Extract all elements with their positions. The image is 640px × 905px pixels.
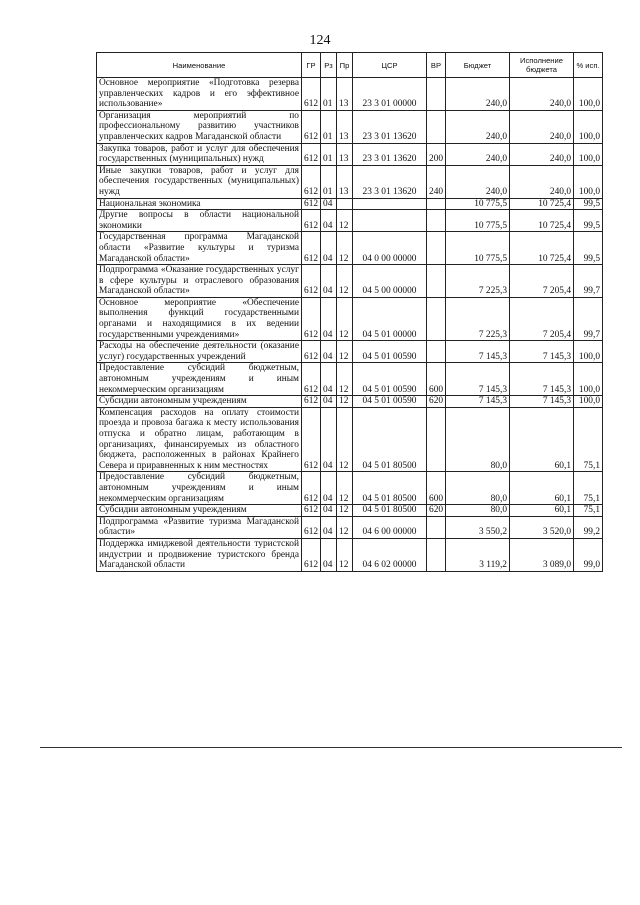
cell-vr: 600 (427, 363, 446, 396)
cell-gr: 612 (302, 472, 321, 505)
cell-percent: 100,0 (574, 165, 603, 198)
cell-budget: 80,0 (446, 407, 510, 472)
cell-vr: 600 (427, 472, 446, 505)
cell-pr: 12 (337, 363, 353, 396)
cell-percent: 100,0 (574, 341, 603, 363)
cell-vr (427, 78, 446, 111)
budget-table (96, 52, 603, 572)
cell-vr (427, 516, 446, 538)
cell-percent: 75,1 (574, 505, 603, 517)
cell-gr: 612 (302, 516, 321, 538)
cell-rz: 04 (321, 232, 337, 265)
cell-vr (427, 341, 446, 363)
cell-csr: 04 5 01 00590 (353, 396, 427, 408)
cell-rz: 04 (321, 516, 337, 538)
cell-vr: 620 (427, 505, 446, 517)
cell-csr: 04 6 02 00000 (353, 538, 427, 571)
cell-csr: 04 5 01 80500 (353, 505, 427, 517)
header-rz: Рз (321, 53, 337, 78)
cell-pr: 13 (337, 110, 353, 143)
cell-pr: 12 (337, 396, 353, 408)
cell-rz: 04 (321, 407, 337, 472)
cell-gr: 612 (302, 396, 321, 408)
cell-name: Расходы на обеспечение деятельности (оказание услуг) государственных учреждений (97, 341, 302, 363)
cell-percent: 75,1 (574, 407, 603, 472)
table-row (97, 210, 603, 232)
page-divider (40, 747, 622, 748)
table-row (97, 472, 603, 505)
cell-gr: 612 (302, 505, 321, 517)
cell-pr: 12 (337, 505, 353, 517)
cell-execution: 7 145,3 (510, 396, 574, 408)
table-row (97, 505, 603, 517)
cell-budget: 7 145,3 (446, 341, 510, 363)
cell-csr: 04 0 00 00000 (353, 232, 427, 265)
cell-rz: 04 (321, 472, 337, 505)
cell-rz: 04 (321, 396, 337, 408)
cell-vr (427, 538, 446, 571)
cell-rz: 04 (321, 363, 337, 396)
cell-name: Компенсация расходов на оплату стоимости проезда и провоза багажа к месту использования отпуска и обратно лицам, работающим в организациях, финансируемых из областного бюджета, расположенных в районах Крайнего Севера и приравненных к ним местностях (97, 407, 302, 472)
cell-pr: 12 (337, 297, 353, 340)
cell-vr (427, 232, 446, 265)
cell-name: Подпрограмма «Развитие туризма Магаданской области» (97, 516, 302, 538)
cell-csr: 04 5 00 00000 (353, 265, 427, 298)
table-row (97, 78, 603, 111)
cell-percent: 99,0 (574, 538, 603, 571)
cell-csr (353, 210, 427, 232)
cell-vr (427, 110, 446, 143)
cell-budget: 240,0 (446, 110, 510, 143)
cell-gr: 612 (302, 538, 321, 571)
table-row (97, 110, 603, 143)
cell-vr (427, 210, 446, 232)
cell-gr: 612 (302, 198, 321, 210)
cell-pr: 12 (337, 232, 353, 265)
cell-execution: 60,1 (510, 472, 574, 505)
cell-gr: 612 (302, 210, 321, 232)
header-name: Наименование (97, 53, 302, 78)
cell-vr (427, 407, 446, 472)
cell-budget: 7 145,3 (446, 396, 510, 408)
table-row (97, 165, 603, 198)
cell-name: Закупка товаров, работ и услуг для обеспечения государственных (муниципальных) нужд (97, 143, 302, 165)
cell-pr: 13 (337, 78, 353, 111)
cell-execution: 240,0 (510, 165, 574, 198)
table-row (97, 265, 603, 298)
cell-name: Субсидии автономным учреждениям (97, 396, 302, 408)
cell-pr: 12 (337, 265, 353, 298)
header-gr: ГР (302, 53, 321, 78)
table-row (97, 143, 603, 165)
header-csr: ЦСР (353, 53, 427, 78)
cell-rz: 04 (321, 538, 337, 571)
cell-gr: 612 (302, 265, 321, 298)
table-header-row (97, 53, 603, 78)
cell-pr: 12 (337, 210, 353, 232)
cell-budget: 240,0 (446, 165, 510, 198)
cell-vr: 620 (427, 396, 446, 408)
cell-execution: 10 725,4 (510, 210, 574, 232)
cell-execution: 60,1 (510, 407, 574, 472)
cell-percent: 99,7 (574, 297, 603, 340)
header-budget: Бюджет (446, 53, 510, 78)
cell-gr: 612 (302, 232, 321, 265)
cell-rz: 04 (321, 505, 337, 517)
cell-csr: 04 5 01 00590 (353, 341, 427, 363)
cell-rz: 04 (321, 341, 337, 363)
cell-vr: 240 (427, 165, 446, 198)
cell-name: Национальная экономика (97, 198, 302, 210)
cell-csr: 04 5 01 80500 (353, 472, 427, 505)
cell-name: Государственная программа Магаданской области «Развитие культуры и туризма Магаданской области» (97, 232, 302, 265)
cell-gr: 612 (302, 165, 321, 198)
cell-percent: 99,7 (574, 265, 603, 298)
cell-csr: 23 3 01 00000 (353, 78, 427, 111)
cell-budget: 3 550,2 (446, 516, 510, 538)
cell-budget: 80,0 (446, 472, 510, 505)
cell-percent: 99,5 (574, 198, 603, 210)
cell-gr: 612 (302, 297, 321, 340)
cell-csr: 04 6 00 00000 (353, 516, 427, 538)
cell-budget: 7 145,3 (446, 363, 510, 396)
cell-budget: 10 775,5 (446, 210, 510, 232)
cell-vr (427, 265, 446, 298)
cell-name: Подпрограмма «Оказание государственных услуг в сфере культуры и отраслевого образования Магаданской области» (97, 265, 302, 298)
cell-csr (353, 198, 427, 210)
cell-gr: 612 (302, 110, 321, 143)
cell-execution: 3 520,0 (510, 516, 574, 538)
cell-budget: 240,0 (446, 143, 510, 165)
cell-pr (337, 198, 353, 210)
cell-percent: 100,0 (574, 363, 603, 396)
cell-gr: 612 (302, 341, 321, 363)
cell-pr: 13 (337, 143, 353, 165)
cell-budget: 80,0 (446, 505, 510, 517)
cell-vr: 200 (427, 143, 446, 165)
cell-name: Предоставление субсидий бюджетным, автономным учреждениям и иным некоммерческим организациям (97, 472, 302, 505)
cell-vr (427, 198, 446, 210)
cell-gr: 612 (302, 363, 321, 396)
table-row (97, 232, 603, 265)
cell-rz: 04 (321, 198, 337, 210)
cell-rz: 01 (321, 78, 337, 111)
cell-execution: 60,1 (510, 505, 574, 517)
cell-gr: 612 (302, 407, 321, 472)
cell-pr: 12 (337, 472, 353, 505)
cell-execution: 7 145,3 (510, 341, 574, 363)
cell-rz: 01 (321, 110, 337, 143)
cell-budget: 7 225,3 (446, 265, 510, 298)
cell-percent: 75,1 (574, 472, 603, 505)
cell-pr: 12 (337, 538, 353, 571)
cell-csr: 23 3 01 13620 (353, 143, 427, 165)
cell-percent: 100,0 (574, 143, 603, 165)
cell-execution: 7 205,4 (510, 265, 574, 298)
cell-budget: 3 119,2 (446, 538, 510, 571)
table-row (97, 538, 603, 571)
cell-budget: 7 225,3 (446, 297, 510, 340)
cell-percent: 100,0 (574, 78, 603, 111)
cell-name: Иные закупки товаров, работ и услуг для обеспечения государственных (муниципальных) нужд (97, 165, 302, 198)
cell-execution: 7 205,4 (510, 297, 574, 340)
cell-name: Субсидии автономным учреждениям (97, 505, 302, 517)
cell-name: Основное мероприятие «Обеспечение выполнения функций государственными органами и находящимися в их ведении государственными учреждениями» (97, 297, 302, 340)
table-row (97, 198, 603, 210)
cell-gr: 612 (302, 143, 321, 165)
cell-budget: 10 775,5 (446, 198, 510, 210)
cell-pr: 12 (337, 516, 353, 538)
cell-csr: 23 3 01 13620 (353, 110, 427, 143)
table-body (97, 78, 603, 572)
cell-execution: 240,0 (510, 110, 574, 143)
table-row (97, 516, 603, 538)
cell-rz: 04 (321, 210, 337, 232)
cell-rz: 04 (321, 265, 337, 298)
table-row (97, 363, 603, 396)
cell-vr (427, 297, 446, 340)
cell-budget: 240,0 (446, 78, 510, 111)
cell-execution: 10 725,4 (510, 232, 574, 265)
cell-pr: 12 (337, 407, 353, 472)
cell-name: Другие вопросы в области национальной экономики (97, 210, 302, 232)
cell-csr: 04 5 01 00590 (353, 363, 427, 396)
cell-csr: 04 5 01 80500 (353, 407, 427, 472)
cell-pr: 12 (337, 341, 353, 363)
table-row (97, 341, 603, 363)
cell-execution: 7 145,3 (510, 363, 574, 396)
table-row (97, 407, 603, 472)
cell-budget: 10 775,5 (446, 232, 510, 265)
cell-percent: 100,0 (574, 396, 603, 408)
cell-csr: 23 3 01 13620 (353, 165, 427, 198)
page-number: 124 (309, 33, 331, 48)
cell-rz: 01 (321, 143, 337, 165)
cell-percent: 99,5 (574, 232, 603, 265)
table-row (97, 297, 603, 340)
cell-gr: 612 (302, 78, 321, 111)
header-percent: % исп. (574, 53, 603, 78)
cell-pr: 13 (337, 165, 353, 198)
cell-execution: 240,0 (510, 78, 574, 111)
cell-rz: 04 (321, 297, 337, 340)
cell-name: Предоставление субсидий бюджетным, автономным учреждениям и иным некоммерческим организациям (97, 363, 302, 396)
header-vr: ВР (427, 53, 446, 78)
cell-execution: 3 089,0 (510, 538, 574, 571)
cell-execution: 240,0 (510, 143, 574, 165)
table-row (97, 396, 603, 408)
cell-name: Организация мероприятий по профессиональному развитию участников управленческих кадров Магаданской области (97, 110, 302, 143)
cell-percent: 99,2 (574, 516, 603, 538)
cell-percent: 99,5 (574, 210, 603, 232)
header-pr: Пр (337, 53, 353, 78)
cell-name: Поддержка имиджевой деятельности туристской индустрии и продвижение туристского бренда Магаданской области (97, 538, 302, 571)
cell-name: Основное мероприятие «Подготовка резерва управленческих кадров и его эффективное использование» (97, 78, 302, 111)
cell-execution: 10 725,4 (510, 198, 574, 210)
header-execution: Исполнение бюджета (510, 53, 574, 78)
cell-percent: 100,0 (574, 110, 603, 143)
cell-rz: 01 (321, 165, 337, 198)
cell-csr: 04 5 01 00000 (353, 297, 427, 340)
